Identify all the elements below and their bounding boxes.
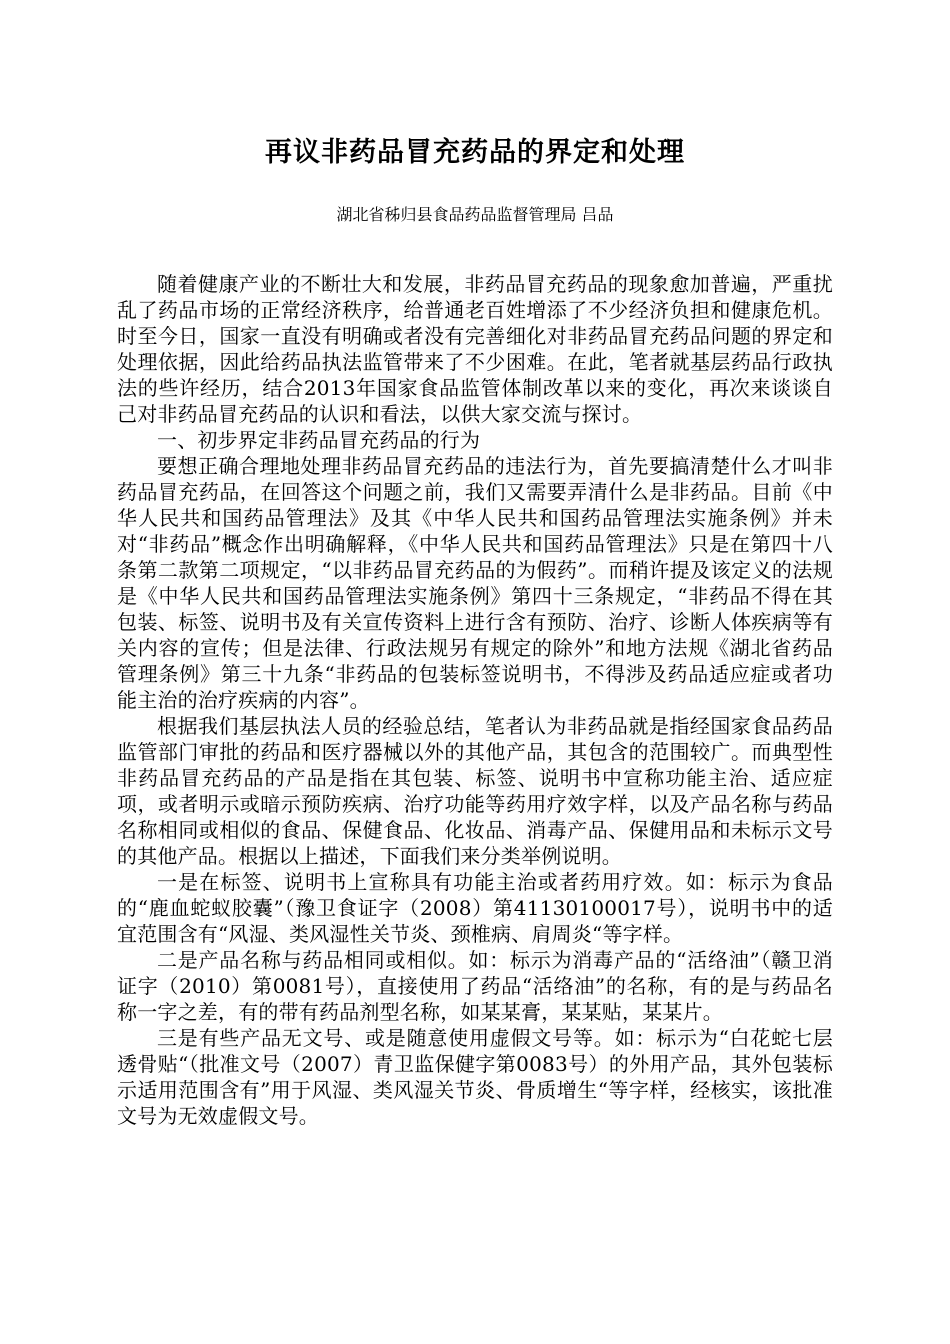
paragraph-example-3: 三是有些产品无文号、或是随意使用虚假文号等。如：标示为“白花蛇七层透骨贴“（批准文号（2007）青卫监保健字第0083号）的外用产品，其外包装标示适用范围含有”用于风湿、类风湿关节炎、骨质增生“等字样，经核实，该批准文号为无效虚假文号。 [117, 1026, 833, 1128]
paragraph-example-1: 一是在标签、说明书上宣称具有功能主治或者药用疗效。如：标示为食品的“鹿血蛇蚁胶囊”（豫卫食证字（2008）第41130100017号），说明书中的适宜范围含有“风湿、类风湿性关节炎、颈椎病、肩周炎“等字样。 [117, 870, 833, 946]
paragraph-definition: 要想正确合理地处理非药品冒充药品的违法行为，首先要搞清楚什么才叫非药品冒充药品，在回答这个问题之前，我们又需要弄清什么是非药品。目前《中华人民共和国药品管理法》及其《中华人民共和国药品管理法实施条例》并未对“非药品”概念作出明确解释，《中华人民共和国药品管理法》只是在第四十八条第二款第二项规定，“以非药品冒充药品的为假药”。而稍许提及该定义的法规是《中华人民共和国药品管理法实施条例》第四十三条规定，“非药品不得在其包装、标签、说明书及有关宣传资料上进行含有预防、治疗、诊断人体疾病等有关内容的宣传；但是法律、行政法规另有规定的除外”和地方法规《湖北省药品管理条例》第三十九条“非药品的包装标签说明书，不得涉及药品适应症或者功能主治的治疗疾病的内容”。 [117, 454, 833, 712]
document-body [117, 271, 833, 1129]
document-author: 湖北省秭归县食品药品监督管理局 吕品 [336, 205, 614, 224]
document-title: 再议非药品冒充药品的界定和处理 [265, 137, 685, 168]
paragraph-example-2: 二是产品名称与药品相同或相似。如：标示为消毒产品的“活络油”（赣卫消证字（2010）第0081号），直接使用了药品“活络油”的名称，有的是与药品名称一字之差，有的带有药品剂型名称，如某某膏，某某贴，某某片。 [117, 948, 833, 1024]
paragraph-summary: 根据我们基层执法人员的经验总结，笔者认为非药品就是指经国家食品药品监管部门审批的药品和医疗器械以外的其他产品，其包含的范围较广。而典型性非药品冒充药品的产品是指在其包装、标签、说明书中宣称功能主治、适应症项，或者明示或暗示预防疾病、治疗功能等药用疗效字样，以及产品名称与药品名称相同或相似的食品、保健食品、化妆品、消毒产品、保健用品和未标示文号的其他产品。根据以上描述，下面我们来分类举例说明。 [117, 714, 833, 868]
paragraph-intro: 随着健康产业的不断壮大和发展，非药品冒充药品的现象愈加普遍，严重扰乱了药品市场的正常经济秩序，给普通老百姓增添了不少经济负担和健康危机。时至今日，国家一直没有明确或者没有完善细化对非药品冒充药品问题的界定和处理依据，因此给药品执法监管带来了不少困难。在此，笔者就基层药品行政执法的些许经历，结合2013年国家食品监管体制改革以来的变化，再次来谈谈自己对非药品冒充药品的认识和看法，以供大家交流与探讨。 [117, 272, 833, 426]
section-heading-1: 一、初步界定非药品冒充药品的行为 [157, 428, 481, 452]
